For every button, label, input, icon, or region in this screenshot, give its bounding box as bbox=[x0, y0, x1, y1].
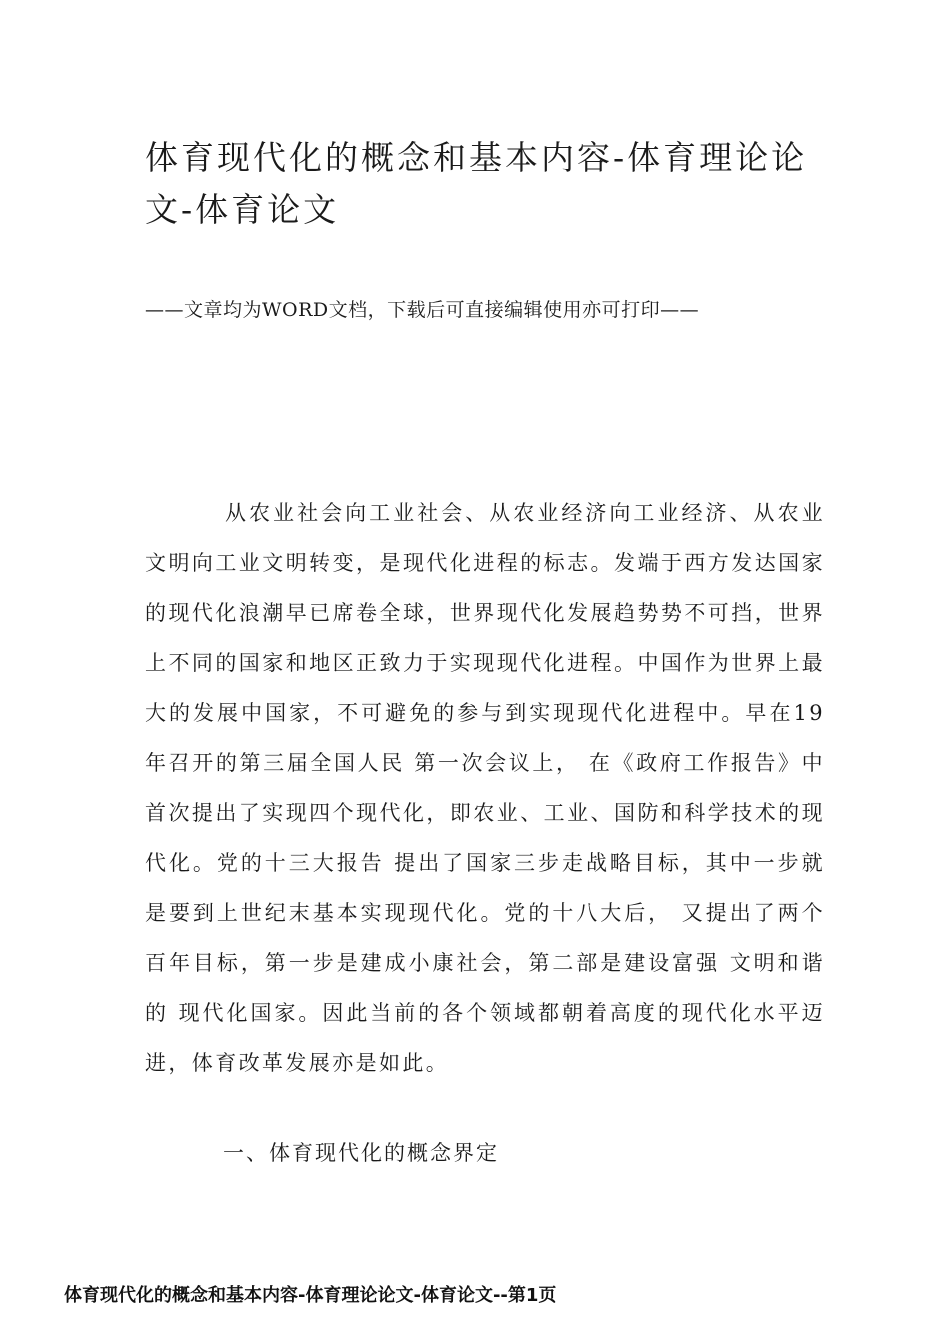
document-subtitle: ——文章均为WORD文档，下载后可直接编辑使用亦可打印—— bbox=[145, 299, 700, 321]
document-title: 体育现代化的概念和基本内容-体育理论论文-体育论文 bbox=[145, 138, 808, 229]
page-footer: 体育现代化的概念和基本内容-体育理论论文-体育论文--第1页 bbox=[64, 1285, 557, 1306]
body-paragraph: 从农业社会向工业社会、从农业经济向工业经济、从农业文明向工业文明转变，是现代化进程的标志。发端于西方发达国家的现代化浪潮早已席卷全球，世界现代化发展趋势势不可挡，世界上不同的国家和地区正致力于实现现代化进程。中国作为世界上最大的发展中国家，不可避免的参与到实现现代化进程中。早在19 年召开的第三届全国人民 第一次会议上， 在《政府工作报告》中首次提出了实现四个现代化，即农业、工业、国防和科学技术的现代化。党的十三大报告 提出了国家三步走战略目标，其中一步就是要到上世纪末基本实现现代化。党的十八大后， 又提出了两个百年目标，第一步是建成小康社会，第二部是建设富强 文明和谐的 现代化国家。因此当前的各个领域都朝着高度的现代化水平迈进，体育改革发展亦是如此。 bbox=[145, 501, 825, 1075]
section-heading: 一、体育现代化的概念界定 bbox=[223, 1141, 499, 1165]
